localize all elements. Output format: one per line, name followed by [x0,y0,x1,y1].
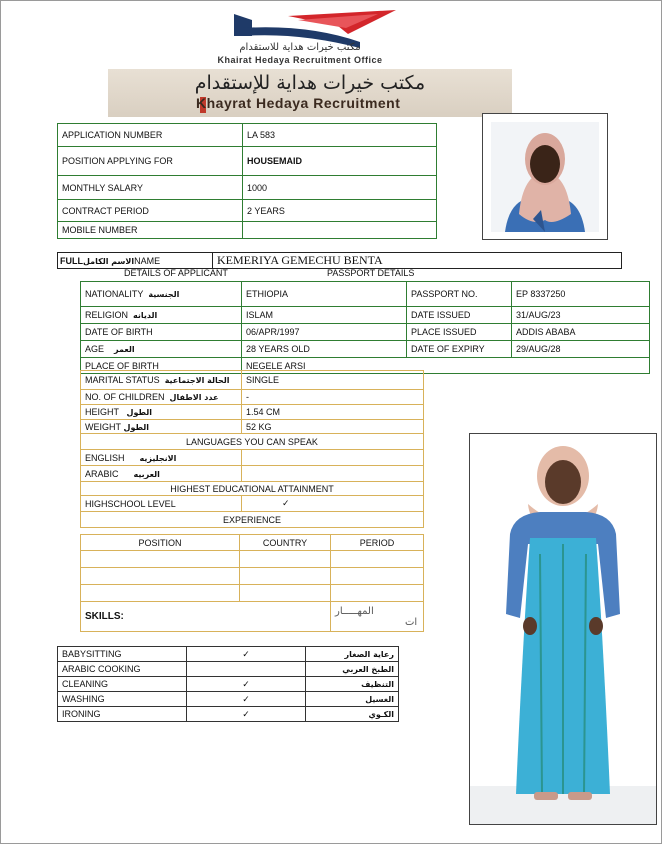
english-label-cell [81,450,242,466]
table-row [81,307,650,324]
english-label: ENGLISH [85,452,125,463]
table-row [81,482,424,496]
marital-arabic: الحالة الاجتماعية [164,376,230,385]
education-level: HIGHSCHOOL LEVEL [81,496,242,512]
table-row [58,647,399,662]
skill-cleaning: CLEANING [58,677,187,692]
table-row [81,496,424,512]
table-row [81,341,650,358]
experience-position-header: POSITION [81,535,240,551]
children-arabic: عدد الاطفال [169,393,219,402]
height-value: 1.54 CM [242,405,424,420]
applicant-headshot-photo [482,113,608,240]
skill-arabic: الطبخ العربي [306,662,399,677]
skill-babysitting: BABYSITTING [58,647,187,662]
table-row [81,405,424,420]
salary-label: MONTHLY SALARY [58,176,243,200]
details-table [80,281,650,374]
table-row [81,568,424,585]
skill-washing: WASHING [58,692,187,707]
age-arabic: العمر [114,345,135,354]
skill-check [187,662,306,677]
applicant-full-body-photo [469,433,657,825]
marital-value: SINGLE [242,371,424,390]
date-issued-label: DATE ISSUED [407,307,512,324]
position-label: POSITION APPLYING FOR [58,147,243,176]
table-row [58,692,399,707]
expiry-label: DATE OF EXPIRY [407,341,512,358]
skill-arabic: الغسيل [306,692,399,707]
height-label: HEIGHT [85,407,120,417]
table-row [81,535,424,551]
english-arabic: الانجليزيه [139,453,177,463]
marital-label: MARITAL STATUS [85,375,160,385]
banner-arabic: مكتب خيرات هداية للإستقدام [194,72,426,94]
religion-value: ISLAM [242,307,407,324]
table-row [81,512,424,528]
table-row [81,434,424,450]
religion-label-cell [81,307,242,324]
children-label: NO. OF CHILDREN [85,392,165,402]
education-title: HIGHEST EDUCATIONAL ATTAINMENT [81,482,424,496]
company-banner [108,69,512,117]
table-row [81,324,650,341]
skill-check: ✓ [187,677,306,692]
name-table [57,252,622,269]
skill-arabic: رعاية الصغار [306,647,399,662]
table-row [58,222,437,239]
children-label-cell [81,390,242,405]
experience-cell [331,585,424,602]
weight-label-cell [81,420,242,434]
arabic-label-cell [81,466,242,482]
passport-no-label: PASSPORT NO. [407,282,512,307]
table-row [81,450,424,466]
nationality-label: NATIONALITY [85,289,144,299]
mobile-label: MOBILE NUMBER [58,222,243,239]
section-passport-details: PASSPORT DETAILS [327,268,415,278]
experience-cell [240,568,331,585]
application-number-label: APPLICATION NUMBER [58,124,243,147]
age-value: 28 YEARS OLD [242,341,407,358]
table-row [81,420,424,434]
age-label: AGE [85,344,105,354]
passport-no-value: EP 8337250 [512,282,650,307]
salary-value: 1000 [243,176,437,200]
place-issued-label: PLACE ISSUED [407,324,512,341]
skill-arabic: الكـوي [306,707,399,722]
experience-period-header: PERIOD [331,535,424,551]
dob-value: 06/APR/1997 [242,324,407,341]
banner-english: Khayrat Hedaya Recruitment [196,95,401,111]
section-applicant-details: DETAILS OF APPLICANT [124,268,228,278]
full-body-image [470,434,656,824]
experience-cell [240,585,331,602]
name-arabic-label: الاسم الكامل [83,256,135,266]
skills-table [57,646,399,722]
place-issued-value: ADDIS ABABA [512,324,650,341]
table-row [58,253,622,269]
full-label: FULL [60,255,83,266]
experience-cell [81,551,240,568]
table-row [58,662,399,677]
skills-arabic-line1: المهـــــار [335,605,374,617]
table-row [81,282,650,307]
skill-ironing: IRONING [58,707,187,722]
date-issued-value: 31/AUG/23 [512,307,650,324]
height-label-cell [81,405,242,420]
applicant-name: KEMERIYA GEMECHU BENTA [213,253,622,269]
nationality-value: ETHIOPIA [242,282,407,307]
weight-value: 52 KG [242,420,424,434]
experience-cell [81,568,240,585]
position-value: HOUSEMAID [243,147,437,176]
table-row [81,390,424,405]
table-row [58,200,437,222]
experience-cell [81,585,240,602]
skill-arabic: التنظيف [306,677,399,692]
pob-label: PLACE OF BIRTH [81,358,242,374]
languages-title: LANGUAGES YOU CAN SPEAK [81,434,424,450]
nationality-label-cell [81,282,242,307]
table-row [58,147,437,176]
table-row [81,585,424,602]
pob-value: NEGELE ARSI [242,358,650,374]
header-english-title: Khairat Hedaya Recruitment Office [217,55,383,65]
experience-title: EXPERIENCE [81,512,424,528]
table-row [58,176,437,200]
dob-label: DATE OF BIRTH [81,324,242,341]
religion-label: RELIGION [85,310,129,320]
name-label: NAME [134,255,161,266]
name-label-cell [58,253,213,269]
expiry-value: 29/AUG/28 [512,341,650,358]
mobile-value [243,222,437,239]
skills-arabic-line2: ات [405,616,418,628]
personal-table [80,370,424,528]
nationality-arabic: الجنسية [148,290,180,299]
experience-cell [240,551,331,568]
table-row [58,707,399,722]
experience-cell [331,568,424,585]
english-value [242,450,424,466]
marital-label-cell [81,371,242,390]
experience-country-header: COUNTRY [240,535,331,551]
table-row [58,124,437,147]
arabic-value [242,466,424,482]
contract-label: CONTRACT PERIOD [58,200,243,222]
table-row [81,602,424,632]
skills-arabic-cell [331,602,424,632]
table-row [81,371,424,390]
height-arabic: الطول [126,408,153,417]
skills-label: SKILLS: [81,602,331,632]
table-row [58,677,399,692]
age-label-cell [81,341,242,358]
application-number-value: LA 583 [243,124,437,147]
table-row [81,466,424,482]
weight-label: WEIGHT [85,421,121,432]
religion-arabic: الديانه [133,311,158,320]
table-row [81,551,424,568]
skill-check: ✓ [187,707,306,722]
header-arabic-title: مكتب خيرات هداية للاستقدام [239,42,361,53]
arabic-arabic: العربيه [133,469,160,479]
contract-value: 2 YEARS [243,200,437,222]
application-table [57,123,437,239]
experience-table [80,534,424,632]
experience-cell [331,551,424,568]
arabic-label: ARABIC [85,468,119,479]
education-check: ✓ [242,496,424,512]
headshot-image [483,114,607,239]
skill-check: ✓ [187,692,306,707]
weight-arabic: الطول [123,422,150,432]
skill-arabic-cooking: ARABIC COOKING [58,662,187,677]
children-value: - [242,390,424,405]
skill-check: ✓ [187,647,306,662]
